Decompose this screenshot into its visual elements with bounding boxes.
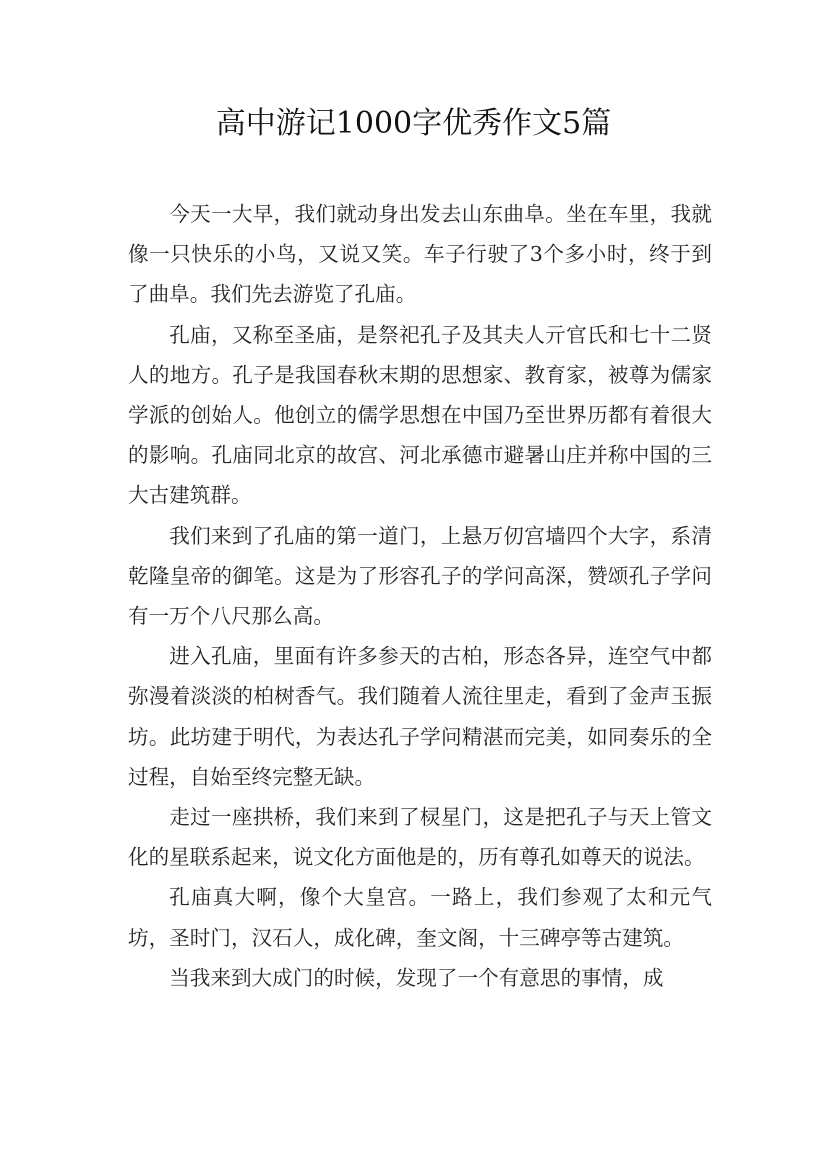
paragraph: 走过一座拱桥，我们来到了棂星门，这是把孔子与天上管文化的星联系起来，说文化方面他是的，历有尊孔如尊天的说法。 [128,805,712,870]
paragraph: 当我来到大成门的时候，发现了一个有意思的事情，成 [169,965,664,990]
paragraph: 我们来到了孔庙的第一道门，上悬万仞宫墙四个大字，系清乾隆皇帝的御笔。这是为了形容孔子的学问高深，赞颂孔子学问有一万个八尺那么高。 [128,523,712,629]
paragraph: 孔庙，又称至圣庙，是祭祀孔子及其夫人亓官氏和七十二贤人的地方。孔子是我国春秋末期的思想家、教育家，被尊为儒家学派的创始人。他创立的儒学思想在中国乃至世界历都有着很大的影响。孔庙同北京的故宫、河北承德市避暑山庄并称中国的三大古建筑群。 [128,322,712,508]
paragraph: 进入孔庙，里面有许多参天的古柏，形态各异，连空气中都弥漫着淡淡的柏树香气。我们随着人流往里走，看到了金声玉振坊。此坊建于明代，为表达孔子学问精湛而完美，如同奏乐的全过程，自始至终完整无缺。 [128,644,712,789]
paragraph: 孔庙真大啊，像个大皇宫。一路上，我们参观了太和元气坊，圣时门，汉石人，成化碑，奎文阁，十三碑亭等古建筑。 [128,885,712,950]
document-title: 高中游记1000字优秀作文5篇 [215,106,612,141]
document-body [128,194,712,998]
paragraph: 今天一大早，我们就动身出发去山东曲阜。坐在车里，我就像一只快乐的小鸟，又说又笑。车子行驶了3个多小时，终于到了曲阜。我们先去游览了孔庙。 [128,202,712,307]
